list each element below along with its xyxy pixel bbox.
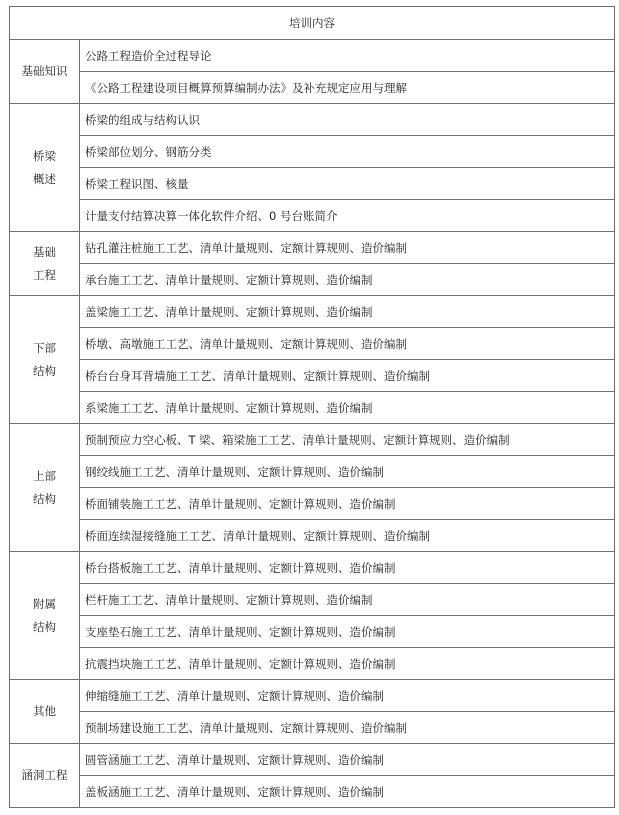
content-item: 计量支付结算决算一体化软件介绍、0 号台账简介	[80, 200, 615, 232]
table-row	[10, 360, 615, 392]
content-item: 抗震挡块施工工艺、清单计量规则、定额计算规则、造价编制	[80, 648, 615, 680]
table-row	[10, 616, 615, 648]
category-label: 上部	[33, 468, 56, 483]
category-label: 基础	[33, 244, 56, 259]
table-row	[10, 680, 615, 712]
category-label: 基础知识	[21, 64, 68, 78]
table-row	[10, 456, 615, 488]
table-row	[10, 488, 615, 520]
content-item: 桥台搭板施工工艺、清单计量规则、定额计算规则、造价编制	[80, 552, 615, 584]
category-cell	[10, 104, 80, 232]
content-item: 栏杆施工工艺、清单计量规则、定额计算规则、造价编制	[80, 584, 615, 616]
table-row	[10, 264, 615, 296]
category-label: 概述	[33, 171, 56, 186]
category-cell	[10, 744, 80, 808]
category-label: 结构	[33, 363, 56, 378]
category-cell	[10, 680, 80, 744]
table-row	[10, 40, 615, 72]
content-item: 系梁施工工艺、清单计量规则、定额计算规则、造价编制	[80, 392, 615, 424]
table-row	[10, 328, 615, 360]
category-label: 下部	[33, 340, 56, 355]
category-label: 其他	[33, 704, 56, 718]
table-row	[10, 552, 615, 584]
table-row	[10, 776, 615, 808]
category-cell	[10, 40, 80, 104]
category-cell	[10, 296, 80, 424]
table-row	[10, 744, 615, 776]
category-cell	[10, 424, 80, 552]
content-item: 桥梁工程识图、核量	[80, 168, 615, 200]
category-label: 附属	[33, 596, 56, 611]
content-item: 支座垫石施工工艺、清单计量规则、定额计算规则、造价编制	[80, 616, 615, 648]
category-label: 工程	[33, 267, 56, 282]
table-row	[10, 72, 615, 104]
table-row	[10, 424, 615, 456]
content-item: 预制场建设施工工艺、清单计量规则、定额计算规则、造价编制	[80, 712, 615, 744]
table-row	[10, 520, 615, 552]
table-body	[10, 7, 615, 808]
category-label: 结构	[33, 619, 56, 634]
table-row	[10, 136, 615, 168]
category-label: 涵洞工程	[21, 768, 68, 782]
content-item: 桥梁部位划分、钢筋分类	[80, 136, 615, 168]
content-item: 桥梁的组成与结构认识	[80, 104, 615, 136]
content-item: 钻孔灌注桩施工工艺、清单计量规则、定额计算规则、造价编制	[80, 232, 615, 264]
content-item: 预制预应力空心板、T 梁、箱梁施工工艺、清单计量规则、定额计算规则、造价编制	[80, 424, 615, 456]
category-label: 桥梁	[33, 148, 56, 163]
table-row	[10, 168, 615, 200]
table-row	[10, 584, 615, 616]
category-label: 结构	[33, 491, 56, 506]
table-row	[10, 648, 615, 680]
category-cell	[10, 552, 80, 680]
content-item: 公路工程造价全过程导论	[80, 40, 615, 72]
content-item: 桥面铺装施工工艺、清单计量规则、定额计算规则、造价编制	[80, 488, 615, 520]
content-item: 桥墩、高墩施工工艺、清单计量规则、定额计算规则、造价编制	[80, 328, 615, 360]
content-item: 桥台台身耳背墙施工工艺、清单计量规则、定额计算规则、造价编制	[80, 360, 615, 392]
content-item: 圆管涵施工工艺、清单计量规则、定额计算规则、造价编制	[80, 744, 615, 776]
table-row	[10, 200, 615, 232]
table-row	[10, 104, 615, 136]
table-row	[10, 296, 615, 328]
content-item: 《公路工程建设项目概算预算编制办法》及补充规定应用与理解	[80, 72, 615, 104]
content-item: 桥面连续湿接缝施工工艺、清单计量规则、定额计算规则、造价编制	[80, 520, 615, 552]
training-content-table-container	[9, 6, 614, 808]
table-header: 培训内容	[10, 7, 615, 40]
table-row	[10, 232, 615, 264]
category-cell	[10, 232, 80, 296]
content-item: 盖板涵施工工艺、清单计量规则、定额计算规则、造价编制	[80, 776, 615, 808]
content-item: 伸缩缝施工工艺、清单计量规则、定额计算规则、造价编制	[80, 680, 615, 712]
training-content-table	[9, 6, 615, 808]
content-item: 承台施工工艺、清单计量规则、定额计算规则、造价编制	[80, 264, 615, 296]
header-row	[10, 7, 615, 40]
content-item: 钢绞线施工工艺、清单计量规则、定额计算规则、造价编制	[80, 456, 615, 488]
content-item: 盖梁施工工艺、清单计量规则、定额计算规则、造价编制	[80, 296, 615, 328]
table-row	[10, 392, 615, 424]
table-row	[10, 712, 615, 744]
